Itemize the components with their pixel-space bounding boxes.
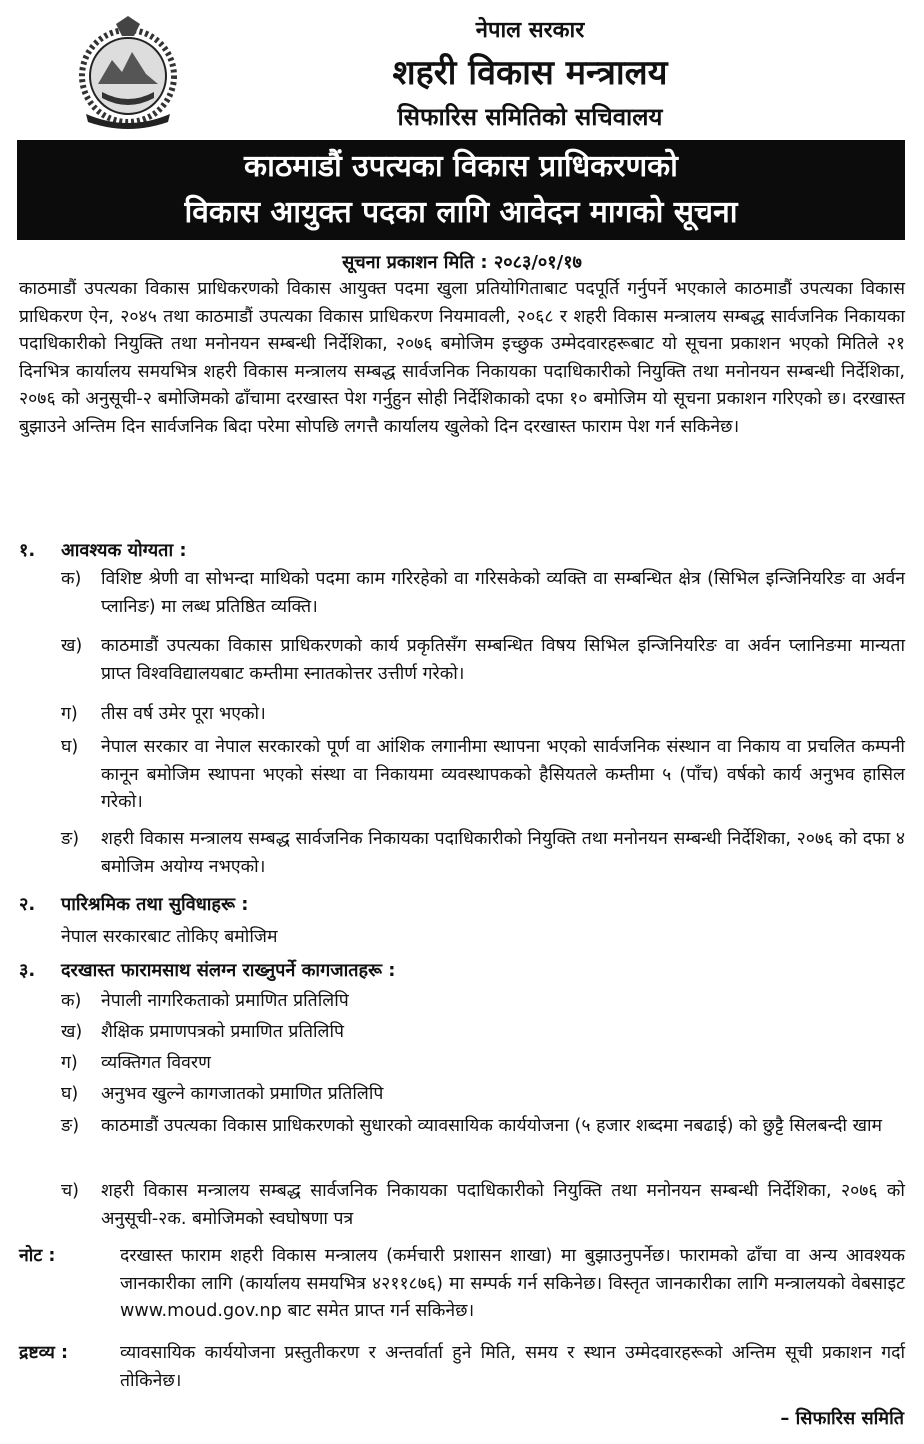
list-item-label: घ) <box>61 737 79 757</box>
section-number: ३. <box>19 960 36 981</box>
nepal-government-emblem-icon <box>72 14 184 132</box>
list-item-text: विशिष्ट श्रेणी वा सोभन्दा माथिको पदमा काम गरिरहेको वा गरिसकेको व्यक्ति वा सम्बन्धित क्षेत्र (सिभिल इन्जिनियरिङ वा अर्वन प्लानिङ) मा लब्ध प्रतिष्ठित व्यक्ति। <box>101 569 905 617</box>
section-title: आवश्यक योग्यता : <box>61 540 187 561</box>
list-item <box>61 1050 905 1078</box>
list-item-text: नेपाल सरकार वा नेपाल सरकारको पूर्ण वा आंशिक लगानीमा स्थापना भएको सार्वजनिक संस्थान वा निकाय वा प्रचलित कम्पनी कानून बमोजिम स्थापना भएको संस्था वा निकायमा व्यवस्थापकको हैसियतले कम्तीमा ५ (पाँच) वर्षको कार्य अनुभव हासिल गरेको। <box>101 737 905 812</box>
publication-date: सूचना प्रकाशन मिति : २०८३/०१/१७ <box>342 252 582 273</box>
list-item-label: ख) <box>61 1022 83 1042</box>
notice-title-line1: काठमाडौं उपत्यका विकास प्राधिकरणको <box>244 149 678 184</box>
list-item <box>61 826 905 881</box>
remark-text: व्यावसायिक कार्ययोजना प्रस्तुतीकरण र अन्तर्वार्ता हुने मिति, समय र स्थान उम्मेदवारहरूको अन्तिम सूची प्रकाशन गर्दा तोकिनेछ। <box>120 1343 905 1391</box>
note-block <box>19 1243 905 1326</box>
list-item <box>61 1081 905 1109</box>
list-item-label: घ) <box>61 1084 79 1104</box>
list-item-label: ग) <box>61 1053 78 1073</box>
list-item-label: क) <box>61 569 82 589</box>
list-item-text: नेपाली नागरिकताको प्रमाणित प्रतिलिपि <box>101 991 349 1011</box>
note-label: नोट : <box>19 1246 56 1266</box>
section-number: २. <box>19 894 36 915</box>
list-item-text: शहरी विकास मन्त्रालय सम्बद्ध सार्वजनिक निकायका पदाधिकारीको नियुक्ति तथा मनोनयन सम्बन्धी निर्देशिका, २०७६ को अनुसूची-२क. बमोजिमको स्वघोषणा पत्र <box>101 1181 905 1229</box>
notice-title-line2: विकास आयुक्त पदका लागि आवेदन मागको सूचना <box>184 195 738 230</box>
list-item <box>61 988 905 1016</box>
list-item <box>61 633 905 688</box>
section-title: पारिश्रमिक तथा सुविधाहरू : <box>61 894 249 915</box>
list-item-text: तीस वर्ष उमेर पूरा भएको। <box>101 704 266 724</box>
list-item-label: ङ) <box>61 1116 80 1136</box>
remark-label: द्रष्टव्य : <box>19 1343 68 1363</box>
list-item <box>61 734 905 817</box>
list-item-text: अनुभव खुल्ने कागजातको प्रमाणित प्रतिलिपि <box>101 1084 384 1104</box>
list-item-label: ङ) <box>61 829 80 849</box>
list-item-text: शैक्षिक प्रमाणपत्रको प्रमाणित प्रतिलिपि <box>101 1022 345 1042</box>
list-item-label: ग) <box>61 704 78 724</box>
list-item <box>61 1178 905 1233</box>
section-heading-documents <box>19 958 396 982</box>
list-item-text: व्यक्तिगत विवरण <box>101 1053 211 1073</box>
section-heading-remuneration <box>19 892 248 916</box>
section-title: दरखास्त फारामसाथ संलग्न राख्नुपर्ने कागजातहरू : <box>61 960 396 981</box>
note-text: दरखास्त फाराम शहरी विकास मन्त्रालय (कर्मचारी प्रशासन शाखा) मा बुझाउनुपर्नेछ। फारामको ढाँचा वा अन्य आवश्यक जानकारीका लागि (कार्यालय समयभित्र ४२११८७६) मा सम्पर्क गर्न सकिनेछ। विस्तृत जानकारीका लागि मन्त्रालयको वेबसाइट www.moud.gov.np बाट समेत प्राप्त गर्न सकिनेछ। <box>120 1246 905 1321</box>
remark-block <box>19 1340 905 1395</box>
section-number: १. <box>19 540 36 561</box>
intro-paragraph: काठमाडौं उपत्यका विकास प्राधिकरणको विकास आयुक्त पदमा खुला प्रतियोगिताबाट पदपूर्ति गर्नुपर्ने भएकाले काठमाडौं उपत्यका विकास प्राधिकरण ऐन, २०४५ तथा काठमाडौं उपत्यका विकास प्राधिकरण नियमावली, २०६८ र शहरी विकास मन्त्रालय सम्बद्ध सार्वजनिक निकायका पदाधिकारीको नियुक्ति तथा मनोनयन सम्बन्धी निर्देशिका, २०७६ बमोजिम इच्छुक उम्मेदवारहरूबाट यो सूचना प्रकाशन भएको मितिले २१ दिनभित्र कार्यालय समयभित्र शहरी विकास मन्त्रालय सम्बद्ध सार्वजनिक निकायका पदाधिकारीको नियुक्ति तथा मनोनयन सम्बन्धी निर्देशिका, २०७६ को अनुसूची-२ बमोजिमको ढाँचामा दरखास्त पेश गर्नुहुन सोही निर्देशिकाको दफा १० बमोजिम यो सूचना प्रकाशन गरिएको छ। दरखास्त बुझाउने अन्तिम दिन सार्वजनिक बिदा परेमा सोपछि लगत्तै कार्यालय खुलेको दिन दरखास्त फाराम पेश गर्न सकिनेछ। <box>19 279 905 437</box>
remuneration-text: नेपाल सरकारबाट तोकिए बमोजिम <box>61 927 278 947</box>
secretariat-name: सिफारिस समितिको सचिवालय <box>397 103 663 131</box>
list-item <box>61 1113 905 1141</box>
list-item-text: काठमाडौं उपत्यका विकास प्राधिकरणको सुधारको व्यावसायिक कार्ययोजना (५ हजार शब्दमा नबढाई) को छुट्टै सिलबन्दी खाम <box>101 1116 883 1136</box>
list-item <box>61 566 905 621</box>
list-item-label: च) <box>61 1181 80 1201</box>
list-item-label: ख) <box>61 636 83 656</box>
section-heading-qualifications <box>19 538 187 562</box>
list-item <box>61 701 905 729</box>
list-item-text: शहरी विकास मन्त्रालय सम्बद्ध सार्वजनिक निकायका पदाधिकारीको नियुक्ति तथा मनोनयन सम्बन्धी निर्देशिका, २०७६ को दफा ४ बमोजिम अयोग्य नभएको। <box>101 829 905 877</box>
notice-title-banner <box>17 140 905 240</box>
ministry-name: शहरी विकास मन्त्रालय <box>392 53 668 93</box>
list-item <box>61 1019 905 1047</box>
list-item-text: काठमाडौं उपत्यका विकास प्राधिकरणको कार्य प्रकृतिसँग सम्बन्धित विषय सिभिल इन्जिनियरिङ वा अर्वन प्लानिङमा मान्यता प्राप्त विश्वविद्यालयबाट कम्तीमा स्नातकोत्तर उत्तीर्ण गरेको। <box>101 636 905 684</box>
list-item-label: क) <box>61 991 82 1011</box>
signature: – सिफारिस समिति <box>780 1408 904 1429</box>
government-name: नेपाल सरकार <box>475 18 585 43</box>
